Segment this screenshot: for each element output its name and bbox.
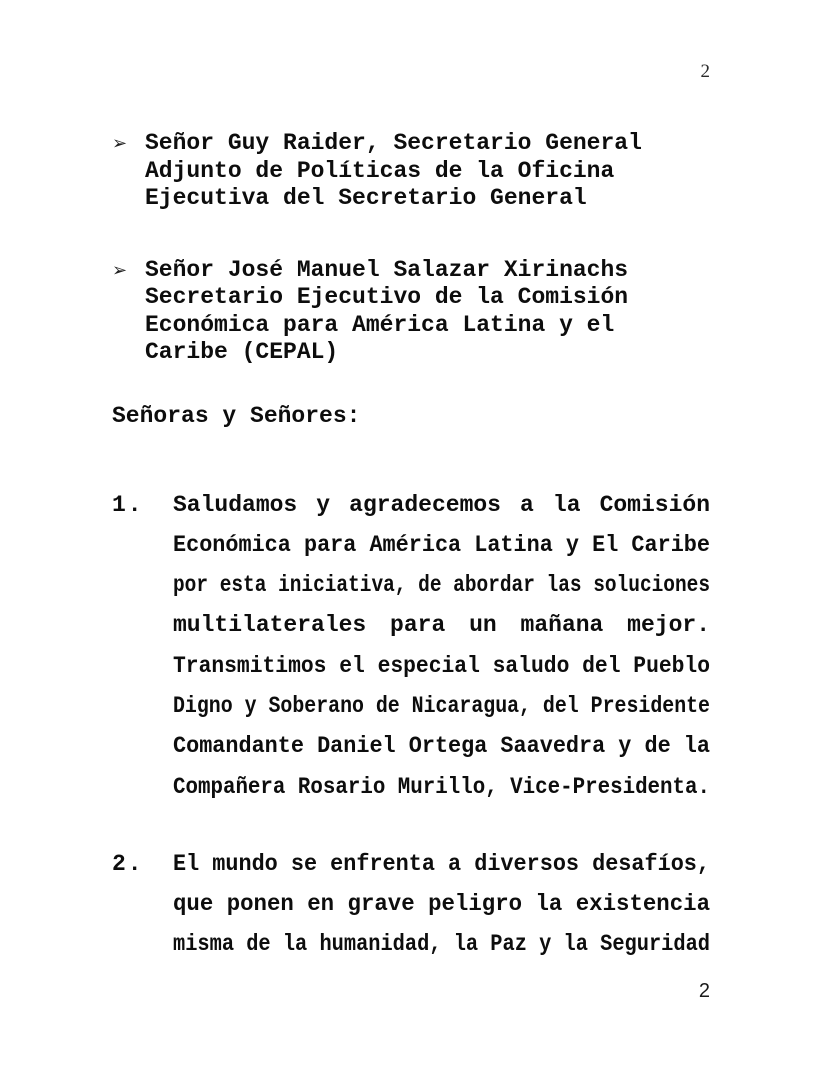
paragraph-line: Compañera Rosario Murillo, Vice-Presidenta. — [173, 773, 710, 800]
paragraph-line: Comandante Daniel Ortega Saavedra y de la — [173, 733, 710, 760]
paragraph-line: Saludamos y agradecemos a la Comisión — [173, 491, 710, 518]
paragraph-line: El mundo se enfrenta a diversos desafíos, — [173, 850, 710, 877]
page-number-top: 2 — [700, 61, 710, 82]
bullet-line: Caribe (CEPAL) — [145, 339, 339, 365]
page-number-bottom: 2 — [698, 979, 710, 1002]
bullet-item — [112, 257, 710, 367]
paragraph-line: misma de la humanidad, la Paz y la Seguridad — [173, 931, 710, 958]
arrowhead-bullet-icon: ➢ — [112, 259, 128, 281]
paragraph-line: por esta iniciativa, de abordar las soluciones — [173, 572, 710, 599]
paragraph-line: que ponen en grave peligro la existencia — [173, 891, 710, 918]
paragraph-line: Digno y Soberano de Nicaragua, del Presidente — [173, 692, 710, 719]
numbered-paragraph-1 — [112, 485, 710, 807]
bullet-line: Señor José Manuel Salazar Xirinachs — [145, 256, 629, 283]
bullet-text — [145, 130, 710, 213]
numbered-paragraph-2 — [112, 844, 710, 965]
paragraph-line: Económica para América Latina y El Caribe — [173, 531, 710, 558]
bullet-line: Ejecutiva del Secretario General — [145, 185, 587, 211]
paragraph-line: Transmitimos el especial saludo del Pueblo — [173, 652, 710, 679]
bullet-line: Señor Guy Raider, Secretario General — [145, 130, 642, 156]
bullet-line: Secretario Ejecutivo de la Comisión — [145, 284, 629, 310]
arrowhead-bullet-icon: ➢ — [112, 133, 128, 154]
bullet-line: Económica para América Latina y el — [145, 311, 615, 338]
paragraph-number: 1. — [112, 491, 144, 518]
paragraph-number: 2. — [112, 850, 144, 877]
bullet-text — [145, 257, 710, 367]
bullet-item — [112, 130, 710, 213]
paragraph-line: multilaterales para un mañana mejor. — [173, 612, 710, 639]
salutation-text: Señoras y Señores: — [112, 402, 361, 429]
bullet-line: Adjunto de Políticas de la Oficina — [145, 157, 615, 184]
